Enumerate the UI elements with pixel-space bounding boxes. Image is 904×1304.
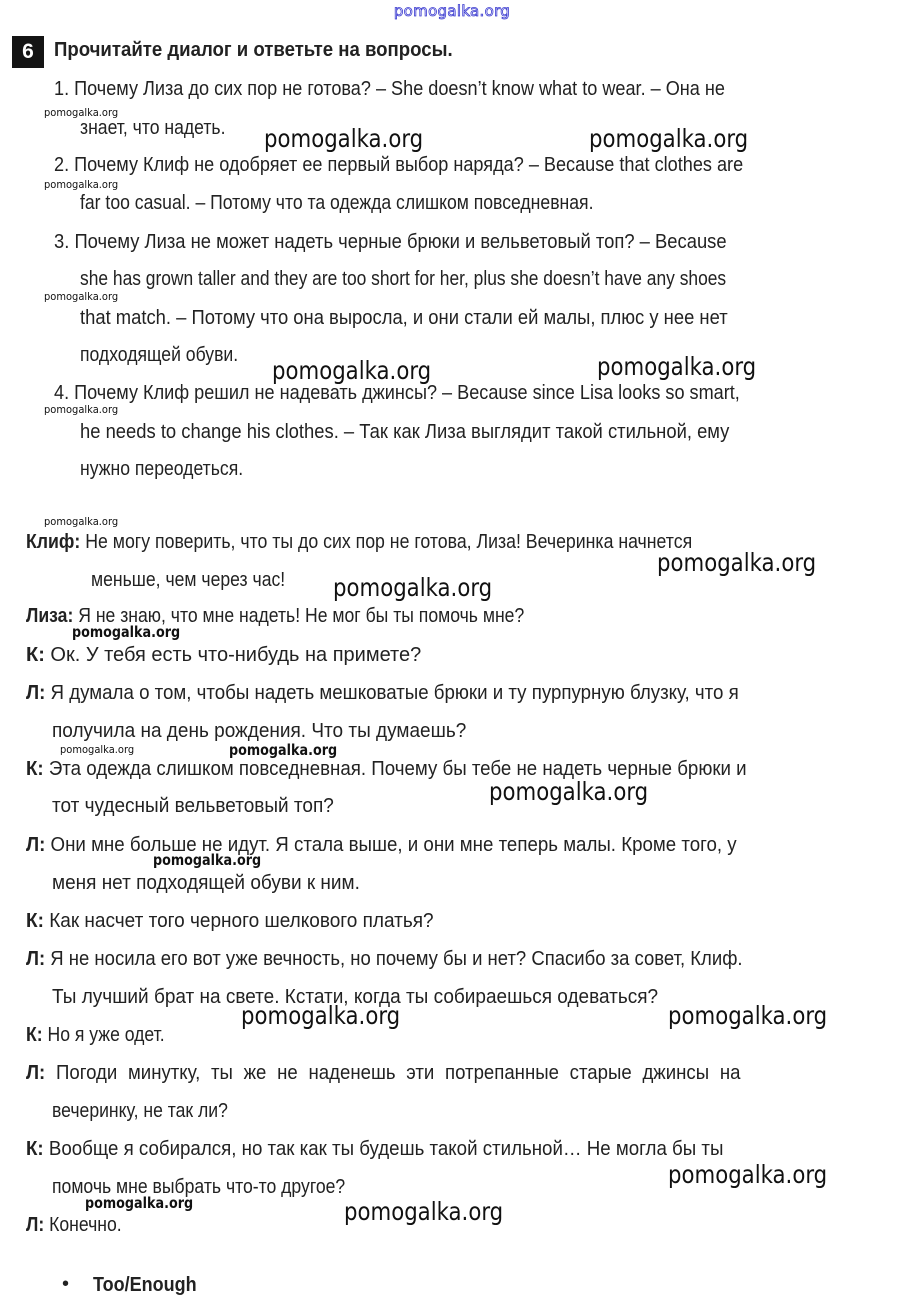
bullet-icon: • bbox=[62, 1273, 70, 1295]
question-2-line-1: 2. Почему Клиф не одобряет ее первый выбор наряда? – Because that clothes are bbox=[54, 154, 744, 176]
question-1-line-1: 1. Почему Лиза до сих пор не готова? – She doesn’t know what to wear. – Она не bbox=[54, 78, 725, 100]
speaker-label: К: bbox=[26, 644, 45, 666]
speaker-label: К: bbox=[26, 910, 44, 932]
watermark-medium: pomogalka.org bbox=[85, 1194, 194, 1212]
watermark-large: pomogalka.org bbox=[597, 352, 757, 381]
dialog-text: Эта одежда слишком повседневная. Почему бы тебе не надеть черные брюки и bbox=[43, 758, 747, 780]
watermark-large: pomogalka.org bbox=[489, 777, 649, 806]
speaker-label: К: bbox=[26, 758, 44, 780]
speaker-label: Л: bbox=[26, 1214, 45, 1236]
dialog-line-5b: тот чудесный вельветовый топ? bbox=[52, 795, 334, 817]
watermark-large: pomogalka.org bbox=[264, 124, 424, 153]
watermark-medium: pomogalka.org bbox=[229, 741, 338, 759]
dialog-text: Но я уже одет. bbox=[42, 1024, 165, 1046]
section-label: Too/Enough bbox=[93, 1274, 197, 1296]
watermark-small: pomogalka.org bbox=[44, 106, 119, 119]
question-4-line-2: he needs to change his clothes. – Так как Лиза выглядит такой стильной, ему bbox=[80, 421, 730, 443]
speaker-label: Клиф: bbox=[26, 531, 81, 553]
dialog-line-8b: Ты лучший брат на свете. Кстати, когда ты собираешься одеваться? bbox=[52, 986, 659, 1008]
dialog-text: Я не носила его вот уже вечность, но почему бы и нет? Спасибо за совет, Клиф. bbox=[45, 948, 743, 970]
speaker-label: Лиза: bbox=[26, 605, 74, 627]
dialog-text: Вообще я собирался, но так как ты будешь такой стильной… Не могла бы ты bbox=[43, 1138, 724, 1160]
dialog-line-6 bbox=[26, 834, 737, 857]
exercise-instruction: Прочитайте диалог и ответьте на вопросы. bbox=[54, 39, 453, 61]
watermark-large: pomogalka.org bbox=[241, 1001, 401, 1030]
question-4-line-1: 4. Почему Клиф решил не надевать джинсы? – Because since Lisa looks so smart, bbox=[54, 382, 740, 404]
watermark-medium: pomogalka.org bbox=[153, 851, 262, 869]
dialog-text: Они мне больше не идут. Я стала выше, и они мне теперь малы. Кроме того, у bbox=[45, 834, 737, 856]
dialog-line-10b: вечеринку, не так ли? bbox=[52, 1100, 228, 1122]
watermark-small: pomogalka.org bbox=[60, 743, 135, 756]
question-3-line-2: she has grown taller and they are too short for her, plus she doesn’t have any shoes bbox=[80, 268, 727, 290]
dialog-line-4 bbox=[26, 682, 739, 705]
watermark-large: pomogalka.org bbox=[589, 124, 749, 153]
dialog-text: Ок. У тебя есть что-нибудь на примете? bbox=[44, 644, 422, 666]
watermark-large: pomogalka.org bbox=[333, 573, 493, 602]
dialog-text: Не могу поверить, что ты до сих пор не готова, Лиза! Вечеринка начнется bbox=[80, 531, 693, 553]
watermark-large: pomogalka.org bbox=[657, 548, 817, 577]
watermark-small: pomogalka.org bbox=[44, 178, 119, 191]
question-3-line-1: 3. Почему Лиза не может надеть черные брюки и вельветовый топ? – Because bbox=[54, 231, 727, 253]
top-watermark: pomogalka.org bbox=[393, 2, 511, 20]
dialog-text: Как насчет того черного шелкового платья? bbox=[43, 910, 434, 932]
dialog-line-1 bbox=[26, 531, 692, 554]
watermark-large: pomogalka.org bbox=[272, 356, 432, 385]
dialog-line-8 bbox=[26, 948, 743, 971]
exercise-number-badge: 6 bbox=[12, 36, 44, 68]
dialog-line-11b: помочь мне выбрать что-то другое? bbox=[52, 1176, 346, 1198]
question-4-line-3: нужно переодеться. bbox=[80, 458, 244, 480]
question-1-line-2: знает, что надеть. bbox=[80, 117, 226, 139]
dialog-line-10 bbox=[26, 1062, 740, 1085]
dialog-text: Погоди минутку, ты же не наденешь эти потрепанные старые джинсы на bbox=[45, 1062, 741, 1084]
speaker-label: К: bbox=[26, 1138, 44, 1160]
speaker-label: Л: bbox=[26, 834, 46, 856]
dialog-line-3 bbox=[26, 644, 421, 667]
question-3-line-3: that match. – Потому что она выросла, и они стали ей малы, плюс у нее нет bbox=[80, 307, 728, 329]
speaker-label: К: bbox=[26, 1024, 43, 1046]
speaker-label: Л: bbox=[26, 948, 46, 970]
question-2-line-2: far too casual. – Потому что та одежда слишком повседневная. bbox=[80, 192, 594, 214]
watermark-large: pomogalka.org bbox=[668, 1160, 828, 1189]
dialog-line-9 bbox=[26, 1024, 165, 1047]
dialog-line-1b: меньше, чем через час! bbox=[91, 569, 286, 591]
watermark-small: pomogalka.org bbox=[44, 290, 119, 303]
question-3-line-4: подходящей обуви. bbox=[80, 344, 239, 366]
watermark-medium: pomogalka.org bbox=[72, 623, 181, 641]
watermark-large: pomogalka.org bbox=[344, 1197, 504, 1226]
dialog-line-12 bbox=[26, 1214, 122, 1237]
dialog-text: Я не знаю, что мне надеть! Не мог бы ты помочь мне? bbox=[73, 605, 525, 627]
dialog-line-11 bbox=[26, 1138, 723, 1161]
dialog-text: Конечно. bbox=[44, 1214, 122, 1236]
speaker-label: Л: bbox=[26, 682, 46, 704]
speaker-label: Л: bbox=[26, 1062, 46, 1084]
dialog-line-7 bbox=[26, 910, 434, 933]
watermark-large: pomogalka.org bbox=[668, 1001, 828, 1030]
dialog-line-6b: меня нет подходящей обуви к ним. bbox=[52, 872, 360, 894]
dialog-text: Я думала о том, чтобы надеть мешковатые брюки и ту пурпурную блузку, что я bbox=[45, 682, 739, 704]
watermark-small: pomogalka.org bbox=[44, 403, 119, 416]
dialog-line-4b: получила на день рождения. Что ты думаешь? bbox=[52, 720, 467, 742]
watermark-small: pomogalka.org bbox=[44, 515, 119, 528]
